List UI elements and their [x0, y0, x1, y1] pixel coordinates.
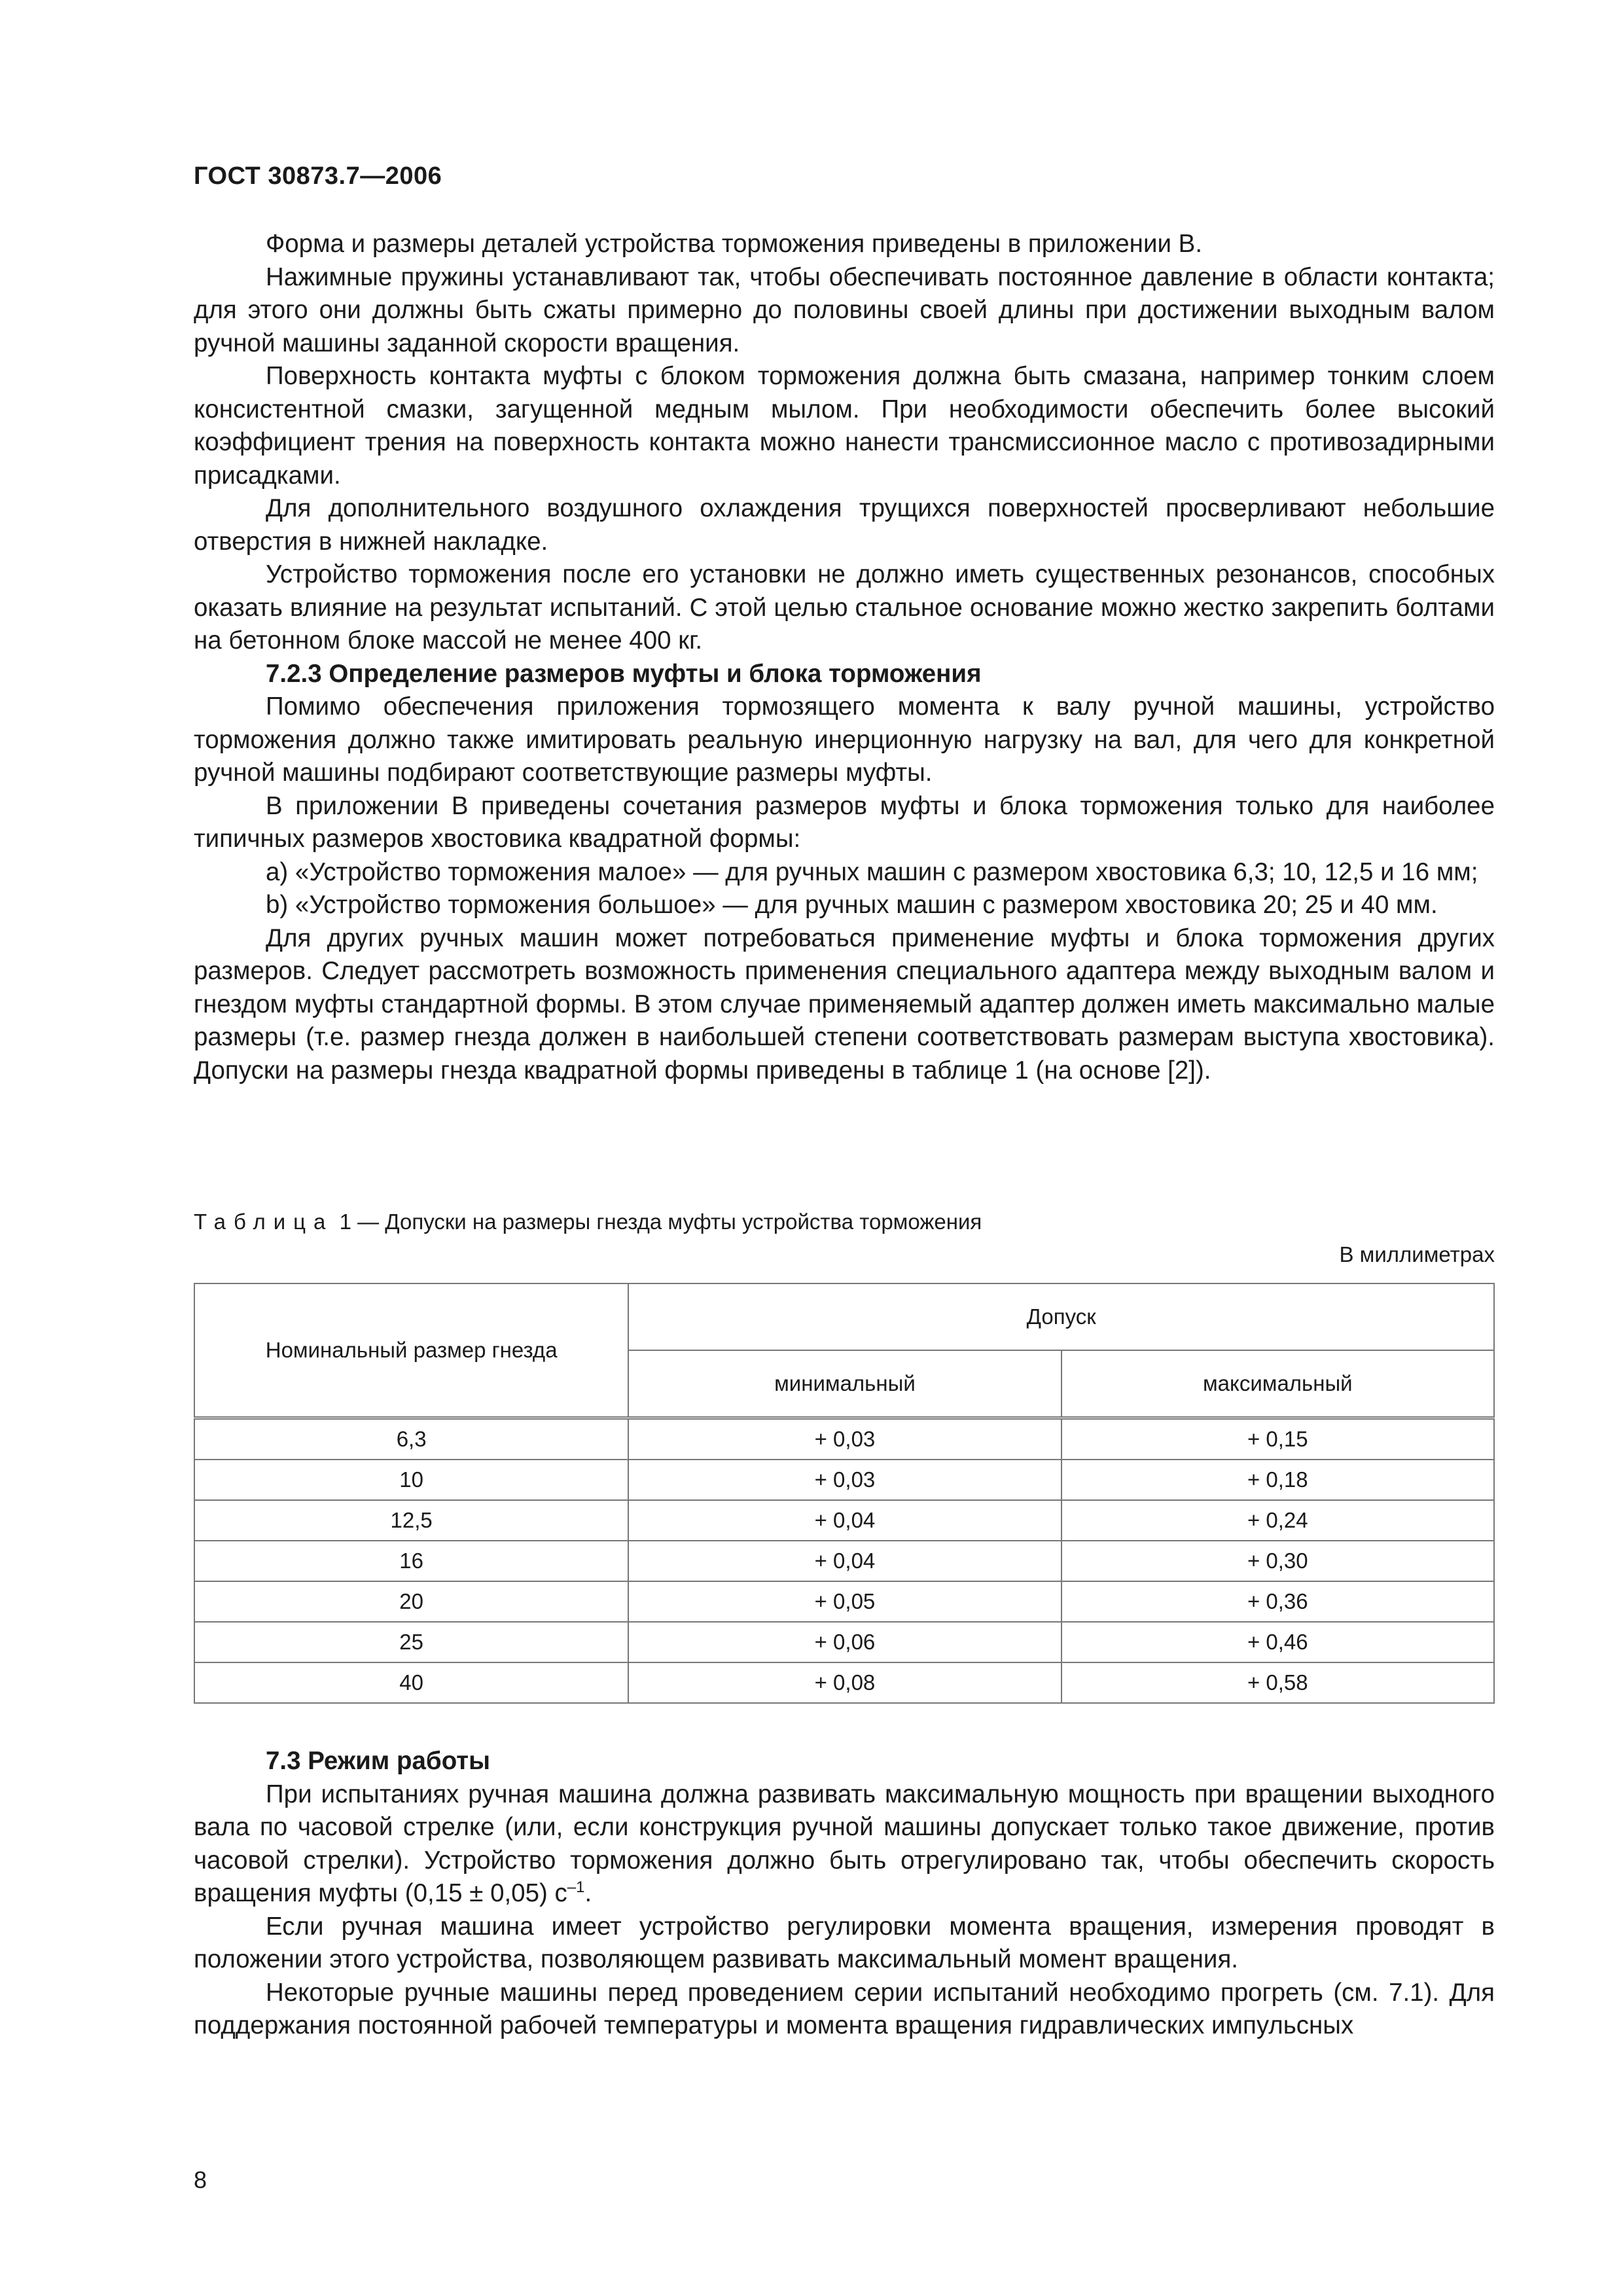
table-row	[194, 1418, 1494, 1460]
col-header-nominal: Номинальный размер гнезда	[194, 1283, 628, 1418]
cell-size: 16	[194, 1541, 628, 1581]
paragraph-text: При испытаниях ручная машина должна развивать максимальную мощность при вращении выходного вала по часовой стрелке (или, если конструкция ручной машины допускает только такое движение, против часовой стрелки). Устройство торможения должно быть отрегулировано так, чтобы обеспечить скорость вращения муфты (0,15 ± 0,05) с	[194, 1780, 1495, 1907]
cell-size: 6,3	[194, 1418, 628, 1460]
table-caption-label: Таблица	[194, 1210, 334, 1234]
table-caption	[194, 1210, 1495, 1234]
cell-min: + 0,04	[628, 1541, 1061, 1581]
paragraph: Некоторые ручные машины перед проведением серии испытаний необходимо прогреть (см. 7.1). Для поддержания постоянной рабочей температуры и момента вращения гидравлических импульсных	[194, 1978, 1495, 2039]
cell-size: 12,5	[194, 1500, 628, 1541]
table-caption-text: 1 — Допуски на размеры гнезда муфты устройства торможения	[339, 1210, 982, 1234]
paragraph	[194, 1778, 1495, 1910]
table-row	[194, 1581, 1494, 1622]
table-row	[194, 1622, 1494, 1662]
col-header-tolerance: Допуск	[628, 1283, 1494, 1350]
paragraph: Форма и размеры деталей устройства торможения приведены в приложении В.	[266, 230, 1203, 258]
sentence-end: .	[584, 1879, 592, 1907]
table-units: В миллиметрах	[1339, 1242, 1495, 1266]
paragraph: Нажимные пружины устанавливают так, чтобы обеспечивать постоянное давление в области контакта; для этого они должны быть сжаты примерно до половины своей длины при достижении выходным валом ручной машины заданной скорости вращения.	[194, 262, 1495, 357]
cell-max: + 0,24	[1061, 1500, 1494, 1541]
table-row	[194, 1500, 1494, 1541]
cell-max: + 0,18	[1061, 1460, 1494, 1500]
col-header-min: минимальный	[628, 1350, 1061, 1418]
table-row	[194, 1460, 1494, 1500]
unit-exponent: –1	[567, 1878, 585, 1897]
paragraph: Поверхность контакта муфты с блоком торможения должна быть смазана, например тонким слоем консистентной смазки, загущенной медным мылом. При необходимости обеспечить более высокий коэффициент трения на поверхность контакта можно нанести трансмиссионное масло с противозадирными присадками.	[194, 362, 1495, 490]
cell-size: 25	[194, 1622, 628, 1662]
cell-max: + 0,58	[1061, 1662, 1494, 1703]
body-text	[194, 228, 1495, 1087]
paragraph: Если ручная машина имеет устройство регулировки момента вращения, измерения проводят в положении этого устройства, позволяющем развивать максимальный момент вращения.	[194, 1912, 1495, 1973]
cell-min: + 0,05	[628, 1581, 1061, 1622]
cell-size: 20	[194, 1581, 628, 1622]
cell-min: + 0,03	[628, 1460, 1061, 1500]
table-row	[194, 1541, 1494, 1581]
table-row	[194, 1662, 1494, 1703]
tolerance-table	[194, 1283, 1495, 1704]
cell-max: + 0,30	[1061, 1541, 1494, 1581]
paragraph: Помимо обеспечения приложения тормозящего момента к валу ручной машины, устройство торможения должно также имитировать реальную инерционную нагрузку на вал, для чего для конкретной ручной машины подбирают соответствующие размеры муфты.	[194, 692, 1495, 787]
cell-min: + 0,04	[628, 1500, 1061, 1541]
paragraph: Для дополнительного воздушного охлаждения трущихся поверхностей просверливают небольшие отверстия в нижней накладке.	[194, 494, 1495, 556]
cell-max: + 0,36	[1061, 1581, 1494, 1622]
section-heading-7-2-3: 7.2.3 Определение размеров муфты и блока торможения	[266, 659, 982, 688]
cell-size: 40	[194, 1662, 628, 1703]
paragraph: В приложении В приведены сочетания размеров муфты и блока торможения только для наиболее типичных размеров хвостовика квадратной формы:	[194, 791, 1495, 853]
list-item-a: a) «Устройство торможения малое» — для ручных машин с размером хвостовика 6,3; 10, 12,5 и 16 мм;	[266, 857, 1478, 886]
cell-max: + 0,15	[1061, 1418, 1494, 1460]
section-7-3	[194, 1745, 1495, 2043]
document-header: ГОСТ 30873.7—2006	[194, 162, 442, 190]
paragraph: Устройство торможения после его установки не должно иметь существенных резонансов, способных оказать влияние на результат испытаний. С этой целью стальное основание можно жестко закрепить болтами на бетонном блоке массой не менее 400 кг.	[194, 560, 1495, 655]
paragraph: Для других ручных машин может потребоваться применение муфты и блока торможения других размеров. Следует рассмотреть возможность применения специального адаптера между выходным валом и гнездом муфты стандартной формы. В этом случае применяемый адаптер должен иметь максимально малые размеры (т.е. размер гнезда должен в наибольшей степени соответствовать размерам выступа хвостовика). Допуски на размеры гнезда квадратной формы приведены в таблице 1 (на основе [2]).	[194, 924, 1495, 1085]
section-heading-7-3: 7.3 Режим работы	[266, 1747, 490, 1775]
cell-min: + 0,06	[628, 1622, 1061, 1662]
cell-size: 10	[194, 1460, 628, 1500]
cell-min: + 0,08	[628, 1662, 1061, 1703]
cell-max: + 0,46	[1061, 1622, 1494, 1662]
col-header-max: максимальный	[1061, 1350, 1494, 1418]
cell-min: + 0,03	[628, 1418, 1061, 1460]
list-item-b: b) «Устройство торможения большое» — для ручных машин с размером хвостовика 20; 25 и 40 мм.	[266, 891, 1438, 919]
page-number: 8	[194, 2166, 207, 2193]
